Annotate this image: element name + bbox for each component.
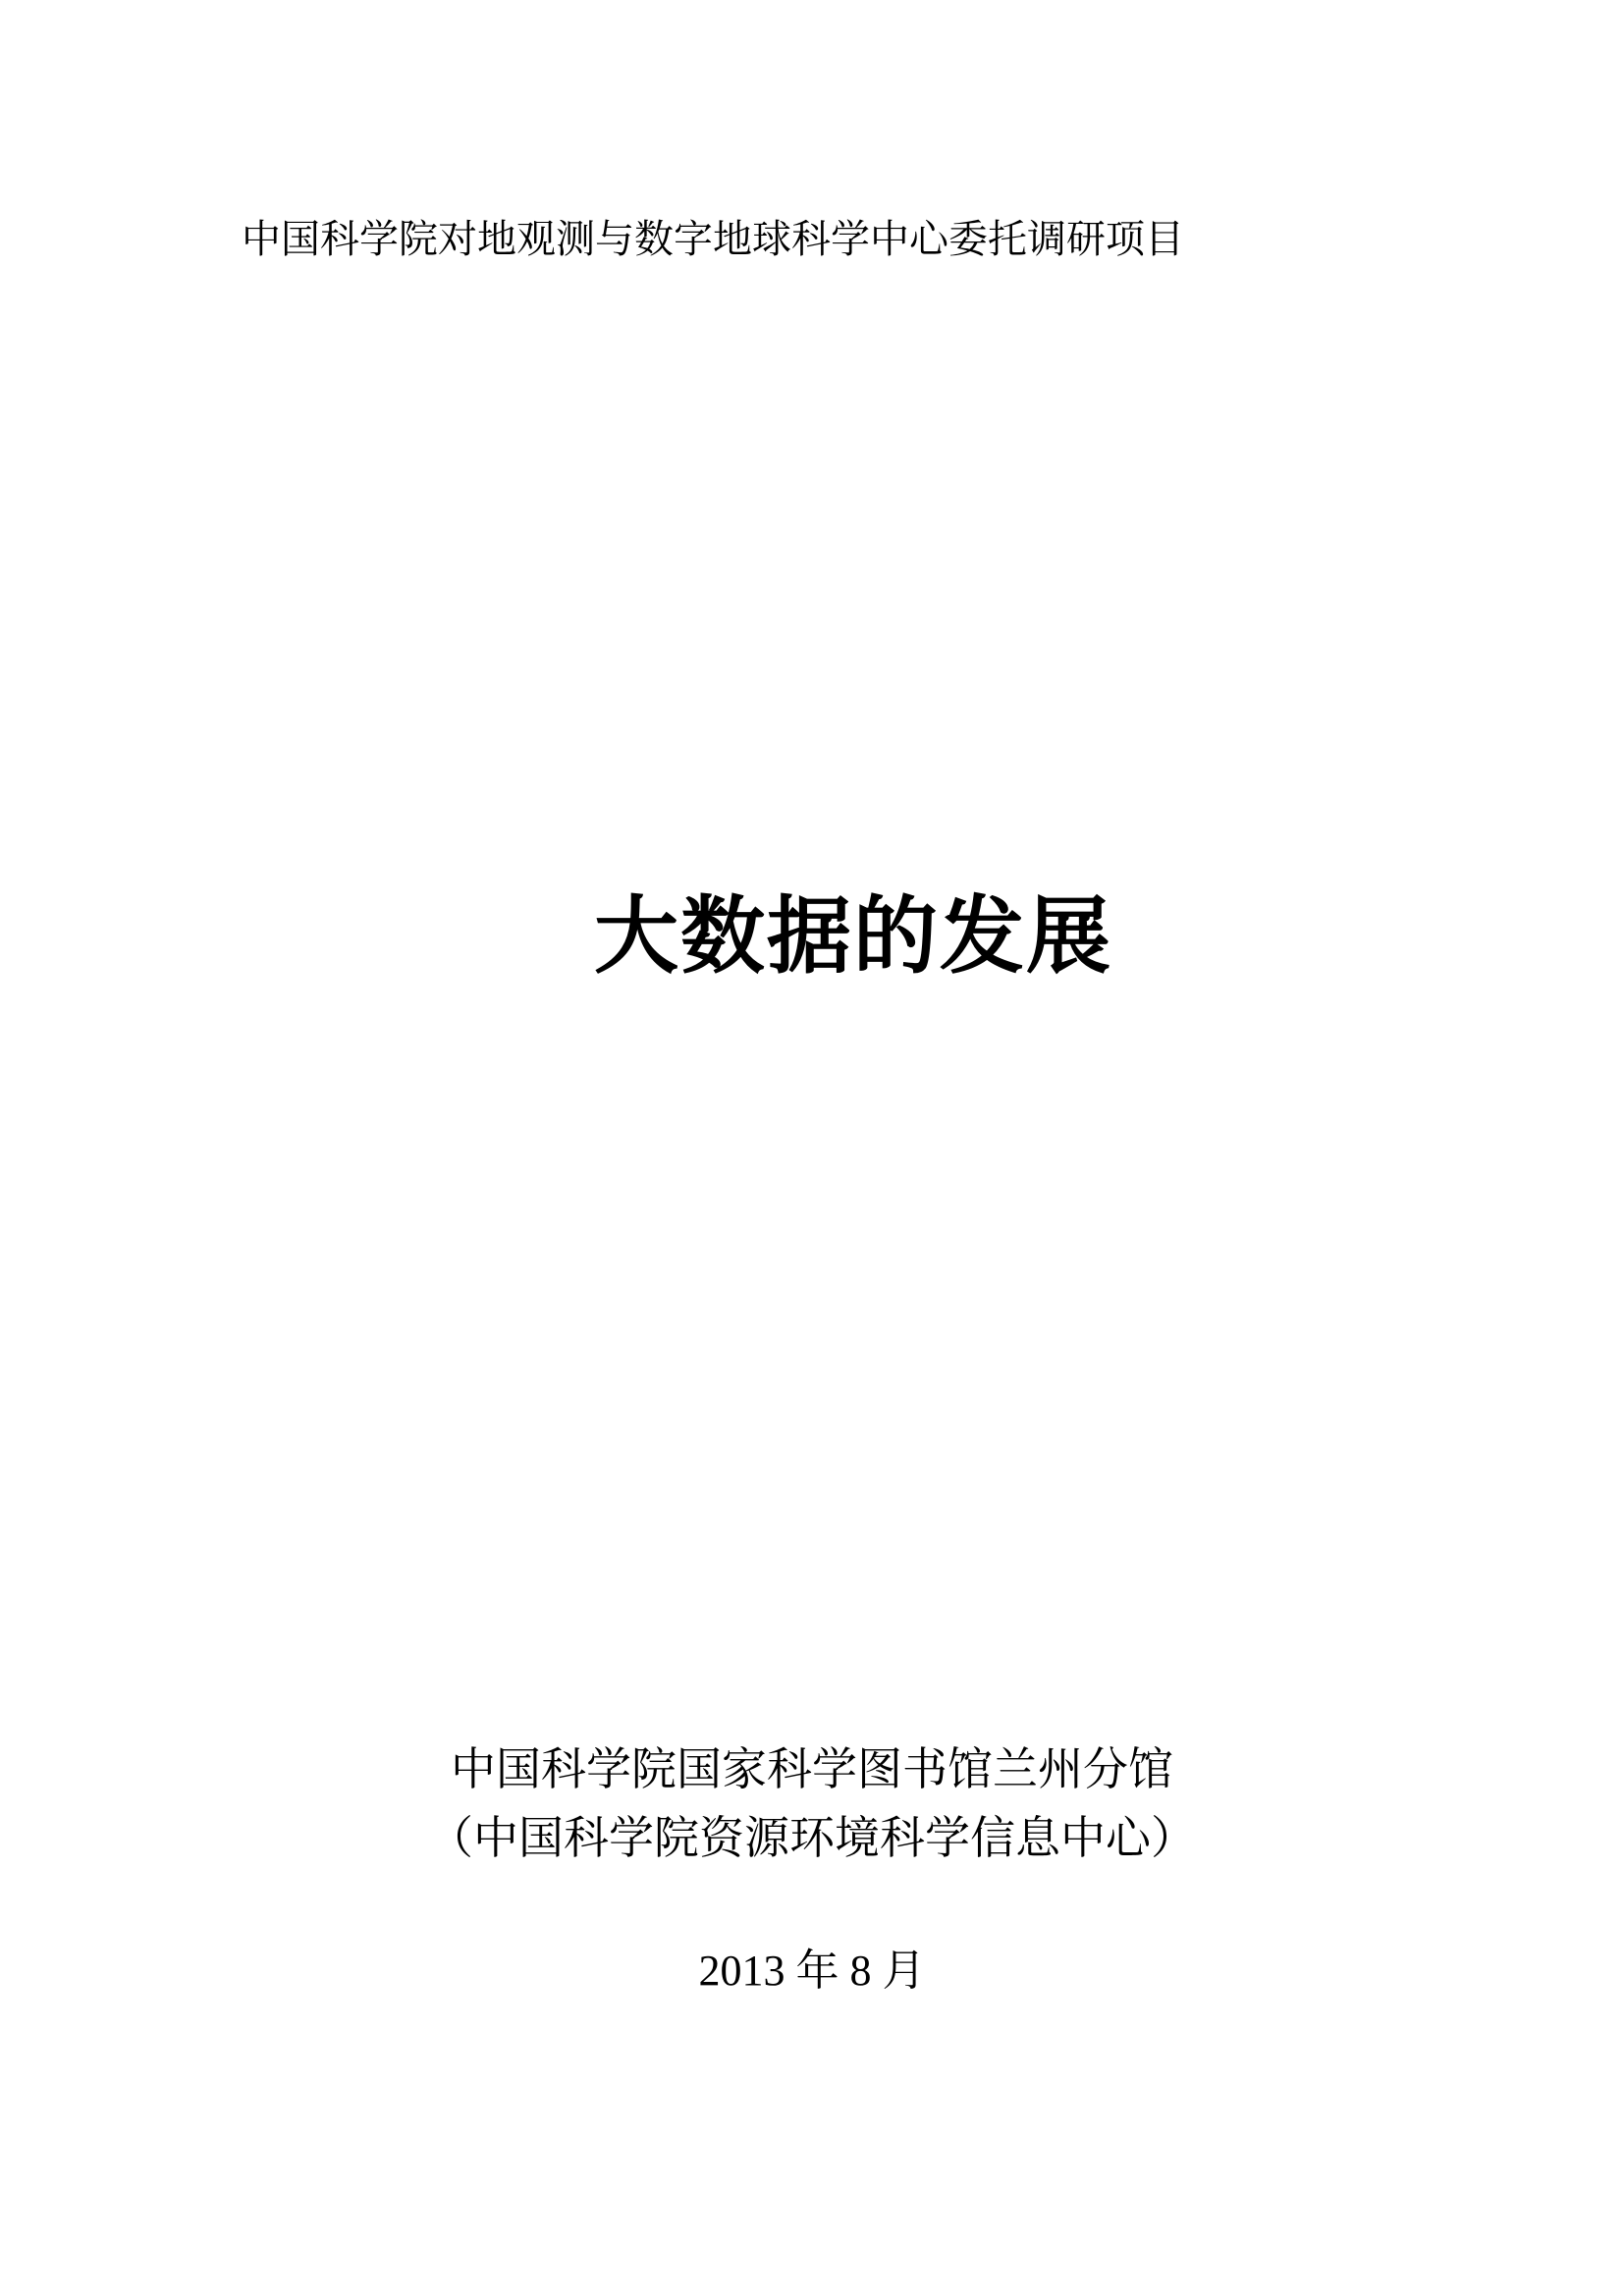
publication-date: 2013 年 8 月 [698, 1947, 926, 1995]
institution-primary: 中国科学院国家科学图书馆兰州分馆 [451, 1743, 1173, 1794]
report-title: 大数据的发展 [594, 889, 1112, 984]
project-label: 中国科学院对地观测与数字地球科学中心委托调研项目 [242, 218, 1184, 261]
institution-secondary: （中国科学院资源环境科学信息中心） [428, 1812, 1196, 1863]
